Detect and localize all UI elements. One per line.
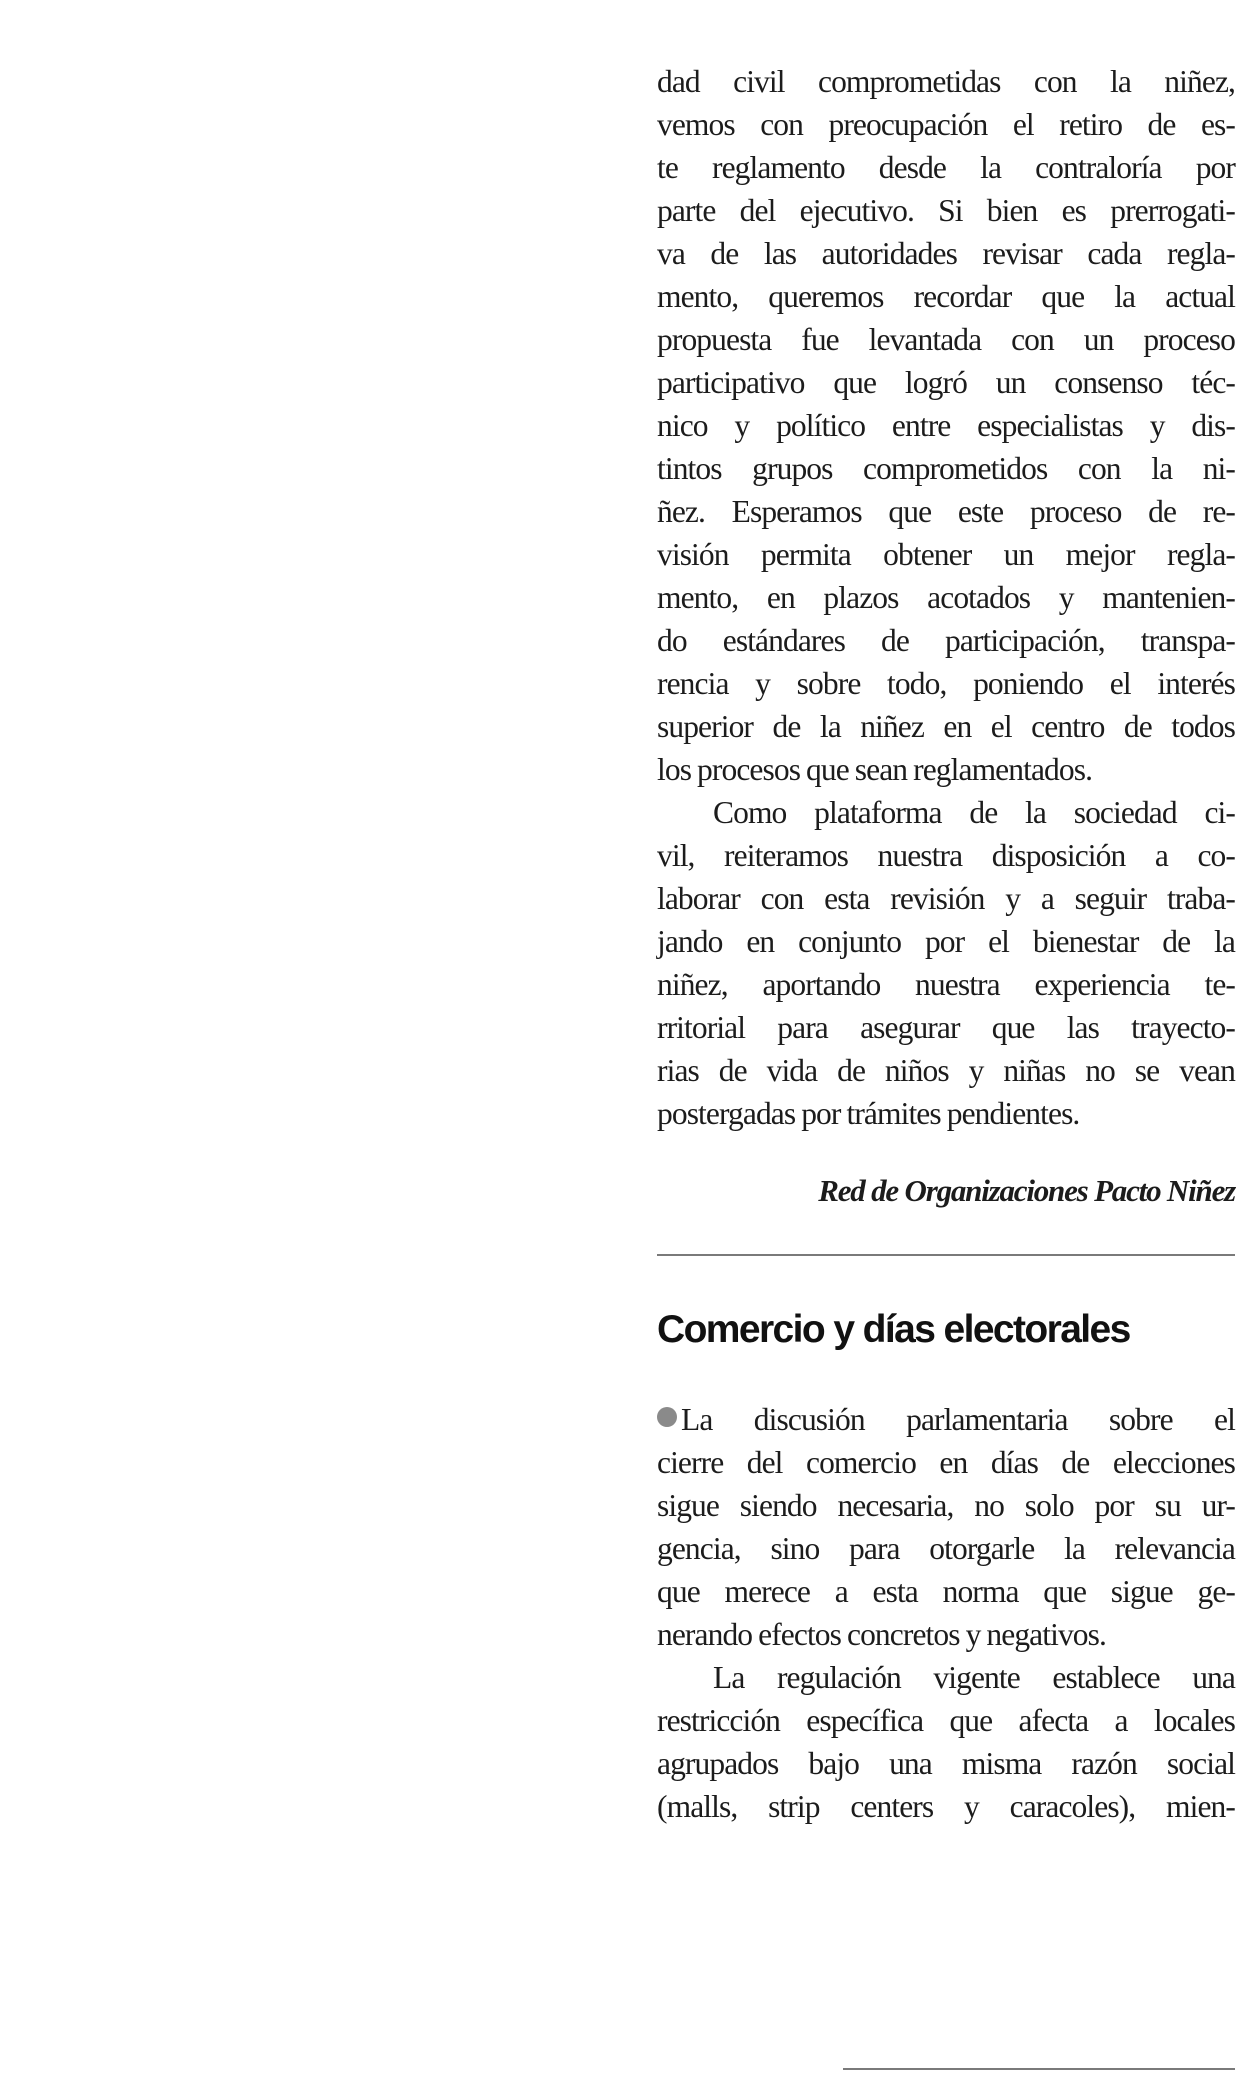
text-line: mento, queremos recordar que la actual	[657, 279, 1235, 314]
text-line: La regulación vigente establece una	[713, 1660, 1235, 1695]
section-divider	[657, 1254, 1235, 1256]
text-line: mento, en plazos acotados y mantenien-	[657, 580, 1235, 615]
text-line: Como plataforma de la sociedad ci-	[713, 795, 1235, 830]
text-line-content: La discusión parlamentaria sobre el	[681, 1402, 1235, 1437]
text-line: agrupados bajo una misma razón social	[657, 1746, 1235, 1781]
article-column	[657, 60, 1235, 1828]
text-line: vemos con preocupación el retiro de es-	[657, 107, 1235, 142]
article-headline: Comercio y días electorales	[657, 1308, 1130, 1351]
text-line: propuesta fue levantada con un proceso	[657, 322, 1235, 357]
text-line: que merece a esta norma que sigue ge-	[657, 1574, 1235, 1609]
text-line: rias de vida de niños y niñas no se vean	[657, 1053, 1235, 1088]
text-line: nerando efectos concretos y negativos.	[657, 1617, 1106, 1652]
text-line: postergadas por trámites pendientes.	[657, 1096, 1080, 1131]
article2-paragraph-2	[657, 1656, 1235, 1828]
bullet-icon	[657, 1407, 677, 1427]
text-line: rencia y sobre todo, poniendo el interés	[657, 666, 1235, 701]
text-line: restricción específica que afecta a locales	[657, 1703, 1235, 1738]
text-line: (malls, strip centers y caracoles), mien-	[657, 1789, 1235, 1824]
text-line: dad civil comprometidas con la niñez,	[657, 64, 1235, 99]
text-line: niñez, aportando nuestra experiencia te-	[657, 967, 1235, 1002]
text-line: los procesos que sean reglamentados.	[657, 752, 1093, 787]
text-line: vil, reiteramos nuestra disposición a co-	[657, 838, 1235, 873]
article2-paragraph-1	[657, 1398, 1235, 1656]
text-line: rritorial para asegurar que las trayecto-	[657, 1010, 1235, 1045]
text-line: laborar con esta revisión y a seguir traba-	[657, 881, 1235, 916]
text-line: ñez. Esperamos que este proceso de re-	[657, 494, 1235, 529]
text-line: superior de la niñez en el centro de todos	[657, 709, 1235, 744]
article1-paragraph-2	[657, 791, 1235, 1135]
text-line: te reglamento desde la contraloría por	[657, 150, 1235, 185]
text-line: tintos grupos comprometidos con la ni-	[657, 451, 1235, 486]
text-line: visión permita obtener un mejor regla-	[657, 537, 1235, 572]
text-line: participativo que logró un consenso téc-	[657, 365, 1235, 400]
text-line: do estándares de participación, transpa-	[657, 623, 1235, 658]
article1-paragraph-1	[657, 60, 1235, 791]
text-line: sigue siendo necesaria, no solo por su ur-	[657, 1488, 1235, 1523]
text-line: jando en conjunto por el bienestar de la	[657, 924, 1235, 959]
text-line: gencia, sino para otorgarle la relevancia	[657, 1531, 1235, 1566]
text-line	[657, 1398, 1235, 1441]
text-line: cierre del comercio en días de elecciones	[657, 1445, 1235, 1480]
article-signature: Red de Organizaciones Pacto Niñez	[818, 1173, 1235, 1208]
text-line: parte del ejecutivo. Si bien es prerrogati-	[657, 193, 1235, 228]
text-line: nico y político entre especialistas y dis-	[657, 408, 1235, 443]
text-line: va de las autoridades revisar cada regla-	[657, 236, 1235, 271]
bottom-divider	[843, 2068, 1235, 2070]
